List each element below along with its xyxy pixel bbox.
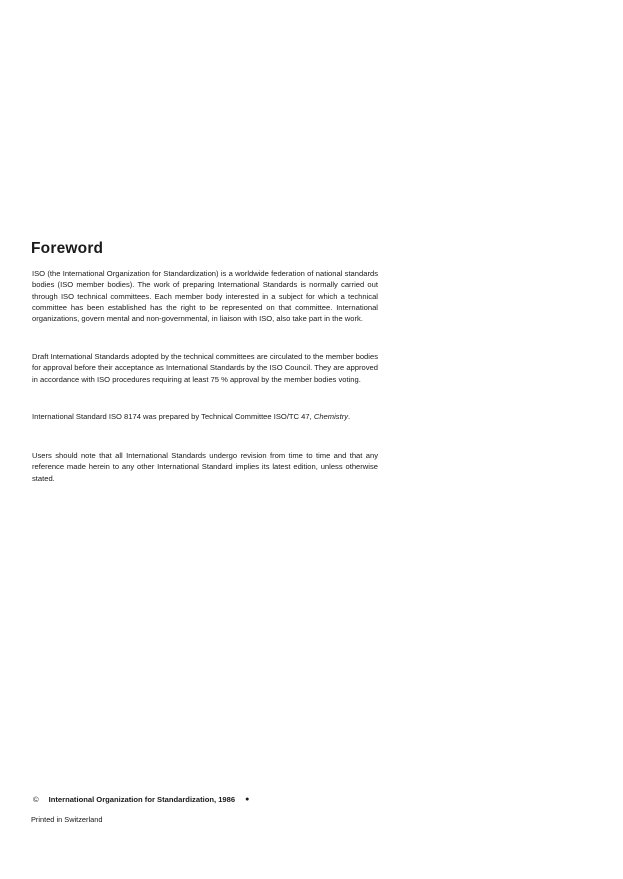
paragraph-prepared-by: [32, 411, 378, 422]
prepared-by-text: International Standard ISO 8174 was prepared by Technical Committee ISO/TC 47,: [32, 412, 312, 421]
bullet-icon: ●: [245, 796, 250, 803]
page-title: Foreword: [31, 240, 104, 257]
printed-location: Printed in Switzerland: [31, 815, 103, 824]
copyright-icon: ©: [33, 795, 39, 804]
copyright-line: [33, 795, 249, 804]
copyright-text: International Organization for Standardization, 1986: [48, 795, 236, 804]
committee-name: Chemistry: [313, 412, 349, 421]
paragraph-revision-note: Users should note that all International Standards undergo revision from time to time and that any reference made herein to any other International Standard implies its latest edition, unless otherwise stated.: [32, 451, 378, 483]
paragraph-approval: Draft International Standards adopted by the technical committees are circulated to the member bodies for approval before their acceptance as International Standards by the ISO Council. They are approved in accordance with ISO procedures requiring at least 75 % approval by the member bodies voting.: [32, 352, 378, 384]
committee-suffix: .: [348, 412, 351, 421]
paragraph-iso-intro: ISO (the International Organization for Standardization) is a worldwide federation of national standards bodies (ISO member bodies). The work of preparing International Standards is normally carried out through ISO technical committees. Each member body interested in a subject for which a technical committee has been established has the right to be represented on that committee. International organizations, govern mental and non-governmental, in liaison with ISO, also take part in the work.: [32, 269, 378, 324]
